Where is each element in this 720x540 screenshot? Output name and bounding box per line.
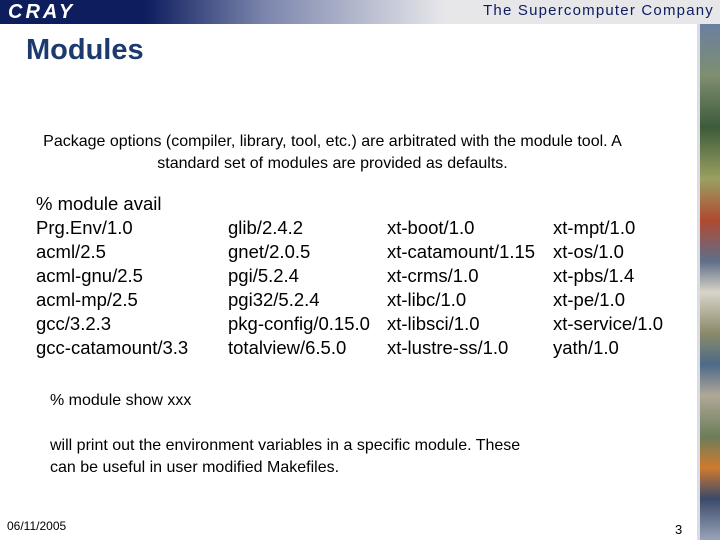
module-item: totalview/6.5.0 xyxy=(228,337,347,358)
module-item: xt-boot/1.0 xyxy=(387,217,475,238)
module-item: xt-libc/1.0 xyxy=(387,289,467,310)
module-item: yath/1.0 xyxy=(553,337,619,358)
cray-logo: CRAY xyxy=(8,1,76,23)
header-gradient-band xyxy=(145,0,445,24)
module-item: xt-os/1.0 xyxy=(553,241,624,262)
module-item: xt-service/1.0 xyxy=(553,313,664,334)
module-item: acml-mp/2.5 xyxy=(36,289,138,310)
intro-line-2: standard set of modules are provided as defaults. xyxy=(157,155,508,172)
module-item: gnet/2.0.5 xyxy=(228,241,311,262)
module-item: xt-libsci/1.0 xyxy=(387,313,480,334)
module-item: Prg.Env/1.0 xyxy=(36,217,133,238)
header-bar xyxy=(0,0,720,24)
header-tagline: The Supercomputer Company xyxy=(483,2,714,19)
module-item: pkg-config/0.15.0 xyxy=(228,313,370,334)
module-item: acml-gnu/2.5 xyxy=(36,265,143,286)
module-show-command: % module show xxx xyxy=(50,392,192,409)
module-item: glib/2.4.2 xyxy=(228,217,304,238)
slide-title: Modules xyxy=(26,34,144,66)
explanation-line-1: will print out the environment variables in a specific module. These xyxy=(50,437,521,454)
explanation-paragraph xyxy=(50,435,610,479)
module-column-1 xyxy=(36,216,188,360)
module-item: xt-pe/1.0 xyxy=(553,289,625,310)
module-item: pgi/5.2.4 xyxy=(228,265,299,286)
intro-paragraph xyxy=(0,131,665,175)
module-item: acml/2.5 xyxy=(36,241,106,262)
module-item: xt-pbs/1.4 xyxy=(553,265,635,286)
module-item: pgi32/5.2.4 xyxy=(228,289,320,310)
explanation-line-2: can be useful in user modified Makefiles. xyxy=(50,459,340,476)
right-decorative-image-strip xyxy=(700,24,720,540)
page-number: 3 xyxy=(675,522,683,537)
module-item: gcc-catamount/3.3 xyxy=(36,337,189,358)
module-item: xt-crms/1.0 xyxy=(387,265,479,286)
module-column-2 xyxy=(228,216,370,360)
module-item: xt-catamount/1.15 xyxy=(387,241,536,262)
module-column-3 xyxy=(387,216,535,360)
intro-line-1: Package options (compiler, library, tool, etc.) are arbitrated with the module tool. A xyxy=(43,133,622,150)
module-avail-command: % module avail xyxy=(36,193,162,214)
module-item: xt-mpt/1.0 xyxy=(553,217,636,238)
module-item: gcc/3.2.3 xyxy=(36,313,112,334)
module-column-4 xyxy=(553,216,663,360)
module-item: xt-lustre-ss/1.0 xyxy=(387,337,509,358)
footer-date: 06/11/2005 xyxy=(7,519,67,533)
